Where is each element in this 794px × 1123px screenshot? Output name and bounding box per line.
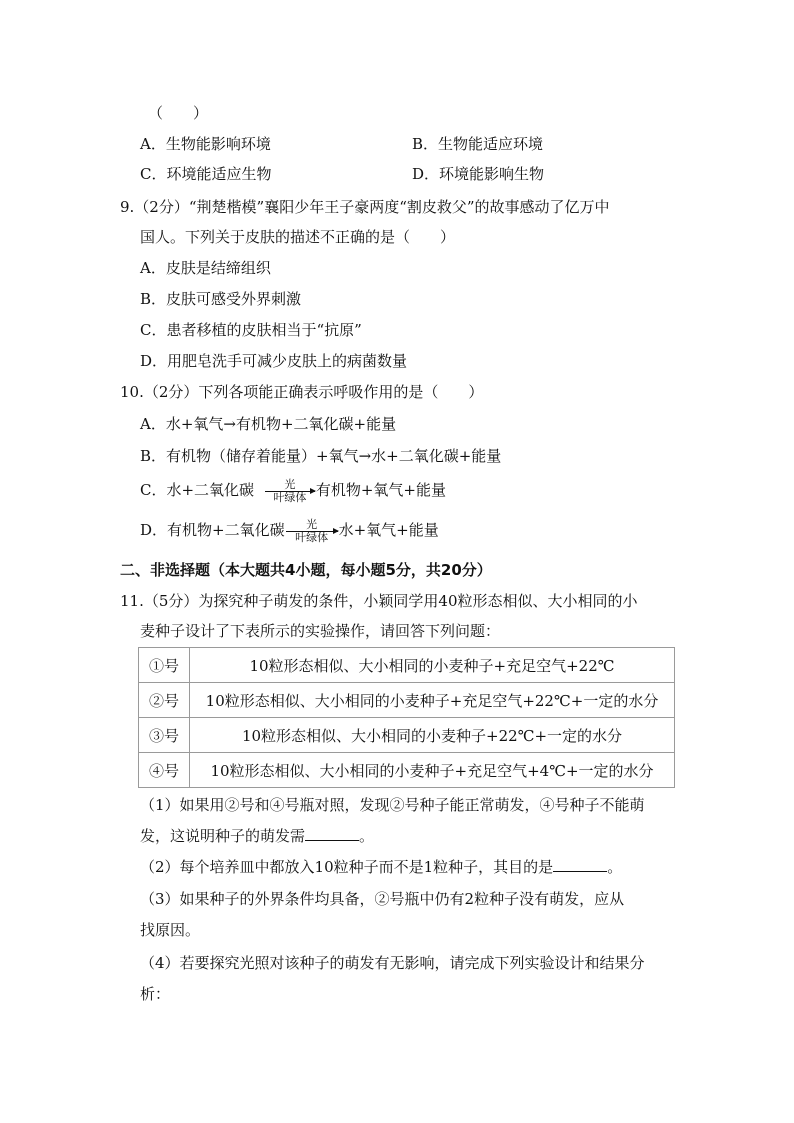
table-row	[139, 718, 675, 753]
table-cell-desc: 10粒形态相似、大小相同的小麦种子+充足空气+22℃	[190, 648, 675, 683]
q11-sub4-line2: 析：	[140, 985, 171, 1003]
arrow-icon	[286, 531, 338, 532]
reaction-arrow	[265, 479, 315, 504]
condition-chloroplast: 叶绿体	[295, 530, 329, 544]
table-cell-desc: 10粒形态相似、大小相同的小麦种子+充足空气+4℃+一定的水分	[190, 753, 675, 788]
table-cell-desc: 10粒形态相似、大小相同的小麦种子+22℃+一定的水分	[190, 718, 675, 753]
q8-answer-bracket: （ ）	[148, 104, 209, 122]
q10-stem: 10.（2分）下列各项能正确表示呼吸作用的是（ ）	[120, 383, 484, 401]
table-cell-num: ④号	[139, 753, 190, 788]
q10-option-d	[140, 516, 439, 544]
q9-stem-line1: 9.（2分）“荆楚楷模”襄阳少年王子豪两度“割皮救父”的故事感动了亿万中	[120, 198, 610, 216]
q11-sub1-text: 发，这说明种子的萌发需	[140, 827, 306, 845]
q10-option-a: A．水+氧气→有机物+二氧化碳+能量	[140, 415, 397, 433]
q9-stem-line2: 国人。下列关于皮肤的描述不正确的是（ ）	[140, 228, 456, 246]
experiment-table	[138, 647, 675, 788]
table-cell-num: ③号	[139, 718, 190, 753]
table-cell-desc: 10粒形态相似、大小相同的小麦种子+充足空气+22℃+一定的水分	[190, 683, 675, 718]
q10-option-c-left: C．水+二氧化碳	[140, 481, 255, 499]
q11-sub2	[140, 857, 622, 877]
q11-sub1-line2	[140, 826, 374, 846]
table-row	[139, 753, 675, 788]
table-cell-num: ②号	[139, 683, 190, 718]
q10-option-b: B．有机物（储存着能量）+氧气→水+二氧化碳+能量	[140, 447, 502, 465]
q9-option-b: B．皮肤可感受外界刺激	[140, 290, 302, 308]
q11-sub4-line1: （4）若要探究光照对该种子的萌发有无影响，请完成下列实验设计和结果分	[140, 954, 645, 972]
q10-option-c-right: 有机物+氧气+能量	[315, 481, 446, 499]
q9-option-a: A．皮肤是结缔组织	[140, 259, 271, 277]
table-row	[139, 648, 675, 683]
q9-option-c: C．患者移植的皮肤相当于“抗原”	[140, 321, 362, 339]
q8-option-b: B．生物能适应环境	[412, 135, 544, 153]
q8-option-a: A．生物能影响环境	[140, 135, 271, 153]
q11-sub1-end: 。	[359, 827, 375, 845]
table-cell-num: ①号	[139, 648, 190, 683]
condition-light: 光	[306, 517, 318, 531]
table-row	[139, 683, 675, 718]
condition-light: 光	[284, 477, 296, 491]
q10-option-d-left: D．有机物+二氧化碳	[140, 521, 285, 539]
answer-blank	[305, 826, 359, 841]
arrow-icon	[265, 491, 315, 492]
q11-stem-line2: 麦种子设计了下表所示的实验操作，请回答下列问题：	[140, 622, 501, 640]
q8-option-c: C．环境能适应生物	[140, 165, 272, 183]
condition-chloroplast: 叶绿体	[273, 490, 307, 504]
section-title: 二、非选择题（本大题共4小题，每小题5分，共20分）	[120, 561, 492, 579]
q9-option-d: D．用肥皂洗手可减少皮肤上的病菌数量	[140, 352, 408, 370]
q8-option-d: D．环境能影响生物	[412, 165, 545, 183]
q10-option-d-right: 水+氧气+能量	[338, 521, 439, 539]
reaction-arrow	[286, 519, 338, 544]
q11-sub2-end: 。	[607, 858, 623, 876]
q11-sub3-line2: 找原因。	[140, 921, 201, 939]
q10-option-c	[140, 476, 446, 504]
q11-stem-line1: 11.（5分）为探究种子萌发的条件，小颖同学用40粒形态相似、大小相同的小	[120, 592, 638, 610]
q11-sub3-line1: （3）如果种子的外界条件均具备，②号瓶中仍有2粒种子没有萌发，应从	[140, 890, 625, 908]
q11-sub2-text: （2）每个培养皿中都放入10粒种子而不是1粒种子，其目的是	[140, 858, 554, 876]
q11-sub1-line1: （1）如果用②号和④号瓶对照，发现②号种子能正常萌发，④号种子不能萌	[140, 796, 645, 814]
answer-blank	[553, 857, 607, 872]
